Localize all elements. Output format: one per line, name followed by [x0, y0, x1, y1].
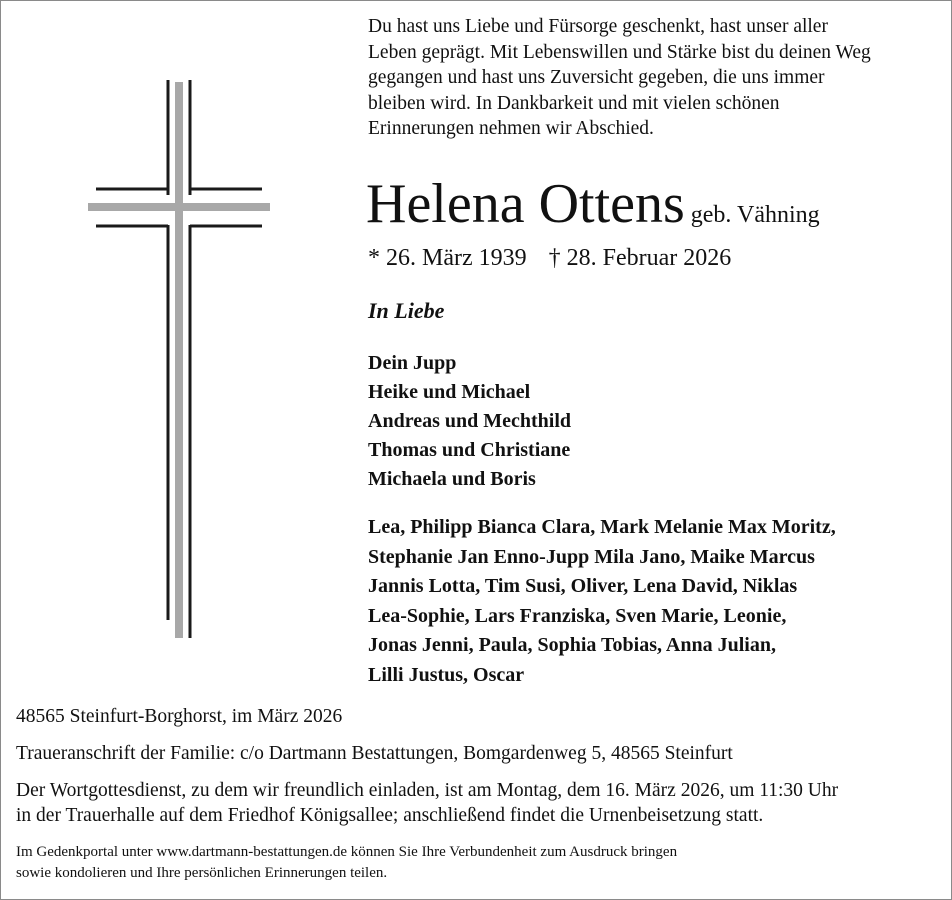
family-member: Andreas und Mechthild [368, 410, 572, 432]
cross-icon [86, 80, 272, 640]
family-member: Dein Jupp [368, 352, 457, 374]
portal-line: sowie kondolieren und Ihre persönlichen Erinnerungen teilen. [16, 865, 388, 881]
service-line: Der Wortgottesdienst, zu dem wir freundlich einladen, ist am Montag, dem 16. März 2026, um 11:30 Uhr [16, 780, 839, 801]
family-member: Heike und Michael [368, 381, 531, 403]
mourning-address: Traueranschrift der Familie: c/o Dartmann Bestattungen, Bomgardenweg 5, 48565 Steinfurt [16, 743, 733, 764]
intro-line: gegangen und hast uns Zuversicht gegeben, die uns immer [368, 67, 825, 88]
notice-details [16, 704, 941, 884]
service-line: in der Trauerhalle auf dem Friedhof Königsallee; anschließend findet die Urnenbeisetzung statt. [16, 805, 764, 826]
portal-line: Im Gedenkportal unter www.dartmann-bestattungen.de können Sie Ihre Verbundenheit zum Ausdruck bringen [16, 844, 678, 860]
grandchildren-line: Stephanie Jan Enno-Jupp Mila Jano, Maike Marcus [368, 545, 815, 568]
intro-line: Erinnerungen nehmen wir Abschied. [368, 118, 654, 139]
intro-line: bleiben wird. In Dankbarkeit und mit vielen schönen [368, 92, 780, 114]
deceased-heading [366, 172, 820, 236]
grandchildren-list [368, 513, 836, 690]
family-member: Thomas und Christiane [368, 439, 571, 461]
death-date: † 28. Februar 2026 [548, 245, 732, 271]
grandchildren-line: Lea, Philipp Bianca Clara, Mark Melanie Max Moritz, [368, 516, 836, 538]
intro-line: Leben geprägt. Mit Lebenswillen und Stärke bist du deinen Weg [368, 41, 871, 63]
grandchildren-line: Jannis Lotta, Tim Susi, Oliver, Lena David, Niklas [368, 575, 798, 597]
grandchildren-line: Lilli Justus, Oscar [368, 663, 525, 686]
grandchildren-line: Lea-Sophie, Lars Franziska, Sven Marie, Leonie, [368, 604, 787, 627]
intro-line: Du hast uns Liebe und Fürsorge geschenkt, hast unser aller [368, 16, 828, 37]
in-love-heading: In Liebe [368, 298, 445, 323]
grandchildren-line: Jonas Jenni, Paula, Sophia Tobias, Anna Julian, [368, 634, 776, 656]
life-dates [368, 243, 731, 273]
deceased-name: Helena Ottens [366, 173, 685, 235]
family-list [368, 349, 571, 494]
deceased-birth-name: geb. Vähning [690, 202, 820, 228]
place-date: 48565 Steinfurt-Borghorst, im März 2026 [16, 706, 343, 727]
birth-date: * 26. März 1939 [368, 245, 527, 271]
intro-text [368, 14, 928, 142]
portal-info [16, 842, 941, 884]
family-member: Michaela und Boris [368, 468, 536, 490]
service-info [16, 778, 941, 828]
